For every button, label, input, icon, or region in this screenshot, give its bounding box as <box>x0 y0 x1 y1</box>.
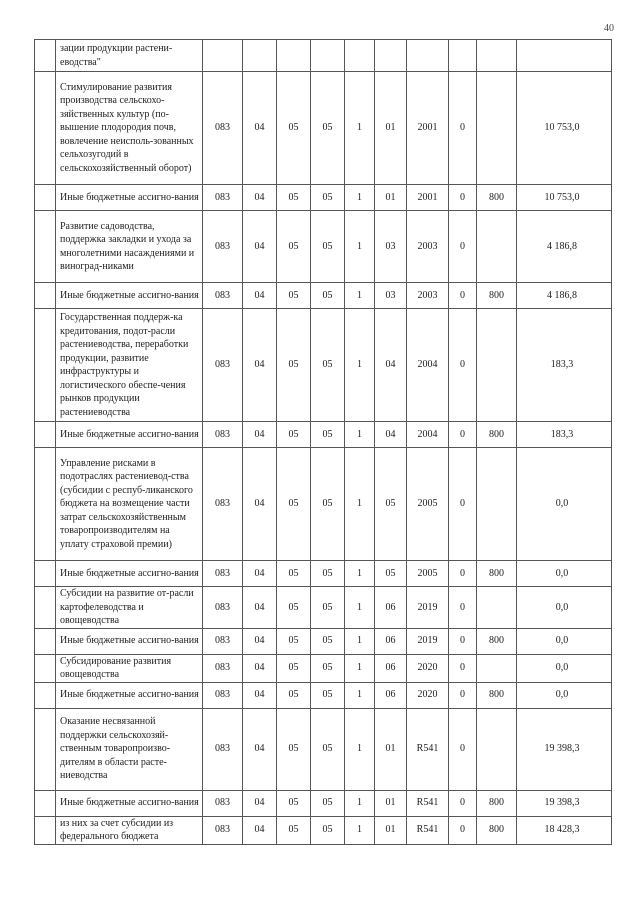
code-cell: 01 <box>375 816 407 844</box>
code-cell: 05 <box>277 422 311 448</box>
code-cell: 083 <box>203 708 243 790</box>
code-cell: 05 <box>277 682 311 708</box>
row-name-cell: Иные бюджетные ассигно-вания <box>56 682 203 708</box>
code-cell: 0 <box>449 283 477 309</box>
code-cell: 2004 <box>407 422 449 448</box>
code-cell: 05 <box>277 587 311 629</box>
code-cell: 05 <box>311 790 345 816</box>
code-cell: 05 <box>311 211 345 283</box>
code-cell <box>477 309 517 422</box>
code-cell: 083 <box>203 682 243 708</box>
code-cell: 2004 <box>407 309 449 422</box>
amount-cell: 19 398,3 <box>517 790 612 816</box>
code-cell: 04 <box>243 682 277 708</box>
code-cell: 05 <box>277 309 311 422</box>
code-cell: 04 <box>243 422 277 448</box>
row-name-cell: Стимулирование развития производства сельскохо-зяйственных культур (по-вышение плодородия почв, вовлечение неисполь-зованных сельхозугодий в сельскохозяйственный оборот) <box>56 72 203 185</box>
code-cell: 01 <box>375 72 407 185</box>
row-name-cell: Оказание несвязанной поддержки сельскохозяй-ственным товаропроизво-дителям в области расте-ниеводства <box>56 708 203 790</box>
amount-cell: 0,0 <box>517 628 612 654</box>
code-cell: 05 <box>311 654 345 682</box>
code-cell: 800 <box>477 790 517 816</box>
code-cell <box>375 40 407 72</box>
code-cell <box>449 40 477 72</box>
row-index-cell <box>35 587 56 629</box>
budget-table-body <box>35 40 612 845</box>
row-name-cell: Иные бюджетные ассигно-вания <box>56 185 203 211</box>
code-cell: 05 <box>311 283 345 309</box>
row-name-cell: Государственная поддерж-ка кредитования, подот-расли растениеводства, переработки продукции, развитие инфраструктуры и логистического обеспе-чения рынков продукции растениеводства <box>56 309 203 422</box>
row-index-cell <box>35 185 56 211</box>
code-cell: 0 <box>449 682 477 708</box>
amount-cell: 4 186,8 <box>517 211 612 283</box>
table-row <box>35 422 612 448</box>
code-cell: 083 <box>203 628 243 654</box>
code-cell: R541 <box>407 790 449 816</box>
code-cell: 03 <box>375 283 407 309</box>
code-cell: 800 <box>477 185 517 211</box>
code-cell: 083 <box>203 654 243 682</box>
amount-cell: 10 753,0 <box>517 72 612 185</box>
code-cell: 01 <box>375 185 407 211</box>
row-index-cell <box>35 309 56 422</box>
page-number: 40 <box>604 23 614 34</box>
amount-cell: 19 398,3 <box>517 708 612 790</box>
code-cell: 1 <box>345 628 375 654</box>
code-cell: 04 <box>243 448 277 561</box>
row-index-cell <box>35 72 56 185</box>
amount-cell: 18 428,3 <box>517 816 612 844</box>
row-name-cell: Иные бюджетные ассигно-вания <box>56 422 203 448</box>
code-cell: 1 <box>345 682 375 708</box>
code-cell: 2020 <box>407 654 449 682</box>
table-row <box>35 185 612 211</box>
code-cell: 0 <box>449 211 477 283</box>
code-cell <box>477 654 517 682</box>
table-row <box>35 448 612 561</box>
code-cell: 0 <box>449 790 477 816</box>
row-name-cell: Иные бюджетные ассигно-вания <box>56 790 203 816</box>
row-name-cell: Иные бюджетные ассигно-вания <box>56 283 203 309</box>
code-cell: 0 <box>449 72 477 185</box>
table-row <box>35 40 612 72</box>
code-cell: 800 <box>477 422 517 448</box>
code-cell: 05 <box>311 708 345 790</box>
code-cell <box>243 40 277 72</box>
code-cell: 2019 <box>407 587 449 629</box>
code-cell: 0 <box>449 448 477 561</box>
row-name-cell: Развитие садоводства, поддержка закладки и ухода за многолетними насаждениями и виноград-никами <box>56 211 203 283</box>
code-cell: 04 <box>243 708 277 790</box>
code-cell: 04 <box>375 309 407 422</box>
code-cell: 800 <box>477 816 517 844</box>
row-name-cell: зации продукции растени- еводства" <box>56 40 203 72</box>
code-cell: 083 <box>203 72 243 185</box>
table-row <box>35 708 612 790</box>
code-cell <box>477 211 517 283</box>
code-cell: 04 <box>243 587 277 629</box>
code-cell: 06 <box>375 682 407 708</box>
code-cell: 05 <box>311 587 345 629</box>
amount-cell <box>517 40 612 72</box>
code-cell: 1 <box>345 561 375 587</box>
code-cell <box>345 40 375 72</box>
row-index-cell <box>35 708 56 790</box>
code-cell: R541 <box>407 816 449 844</box>
code-cell: 05 <box>311 816 345 844</box>
code-cell: 083 <box>203 561 243 587</box>
code-cell: 04 <box>243 283 277 309</box>
code-cell <box>477 448 517 561</box>
code-cell: 05 <box>277 283 311 309</box>
code-cell: 03 <box>375 211 407 283</box>
table-row <box>35 211 612 283</box>
code-cell: 083 <box>203 816 243 844</box>
code-cell: 0 <box>449 561 477 587</box>
code-cell: 05 <box>311 72 345 185</box>
code-cell: 01 <box>375 708 407 790</box>
code-cell <box>477 587 517 629</box>
code-cell: 04 <box>243 790 277 816</box>
code-cell: 1 <box>345 422 375 448</box>
code-cell: 06 <box>375 654 407 682</box>
code-cell: 04 <box>375 422 407 448</box>
code-cell: 05 <box>277 448 311 561</box>
code-cell: 05 <box>277 561 311 587</box>
table-row <box>35 790 612 816</box>
code-cell: 05 <box>311 628 345 654</box>
code-cell: 1 <box>345 587 375 629</box>
table-row <box>35 561 612 587</box>
row-name-cell: Иные бюджетные ассигно-вания <box>56 628 203 654</box>
table-row <box>35 309 612 422</box>
code-cell: 06 <box>375 628 407 654</box>
table-row <box>35 72 612 185</box>
row-name-cell: Иные бюджетные ассигно-вания <box>56 561 203 587</box>
code-cell: 0 <box>449 816 477 844</box>
code-cell <box>477 708 517 790</box>
code-cell <box>311 40 345 72</box>
code-cell: 2005 <box>407 448 449 561</box>
row-name-cell: Субсидирование развития овощеводства <box>56 654 203 682</box>
code-cell <box>477 72 517 185</box>
code-cell: 05 <box>277 72 311 185</box>
code-cell: 1 <box>345 790 375 816</box>
code-cell: 1 <box>345 72 375 185</box>
amount-cell: 183,3 <box>517 309 612 422</box>
amount-cell: 183,3 <box>517 422 612 448</box>
code-cell: 05 <box>375 448 407 561</box>
code-cell: 083 <box>203 211 243 283</box>
code-cell <box>477 40 517 72</box>
code-cell: 05 <box>277 654 311 682</box>
code-cell: 1 <box>345 283 375 309</box>
code-cell: 04 <box>243 628 277 654</box>
code-cell: 2019 <box>407 628 449 654</box>
code-cell: 04 <box>243 561 277 587</box>
code-cell: 0 <box>449 422 477 448</box>
table-row <box>35 682 612 708</box>
code-cell: 04 <box>243 185 277 211</box>
row-index-cell <box>35 422 56 448</box>
code-cell: 05 <box>375 561 407 587</box>
row-index-cell <box>35 816 56 844</box>
code-cell: 2005 <box>407 561 449 587</box>
code-cell: 0 <box>449 654 477 682</box>
code-cell: 083 <box>203 448 243 561</box>
code-cell: 05 <box>311 422 345 448</box>
code-cell: 04 <box>243 654 277 682</box>
amount-cell: 0,0 <box>517 561 612 587</box>
row-name-cell: из них за счет субсидии из федерального бюджета <box>56 816 203 844</box>
code-cell: 05 <box>277 185 311 211</box>
row-index-cell <box>35 682 56 708</box>
code-cell: 0 <box>449 628 477 654</box>
code-cell: 04 <box>243 309 277 422</box>
code-cell: 1 <box>345 708 375 790</box>
code-cell: 0 <box>449 309 477 422</box>
row-index-cell <box>35 211 56 283</box>
amount-cell: 0,0 <box>517 448 612 561</box>
table-row <box>35 283 612 309</box>
code-cell: 0 <box>449 587 477 629</box>
code-cell: 0 <box>449 185 477 211</box>
table-row <box>35 654 612 682</box>
code-cell: 05 <box>311 309 345 422</box>
row-name-cell: Субсидии на развитие от-расли картофелеводства и овощеводства <box>56 587 203 629</box>
code-cell: 05 <box>277 628 311 654</box>
code-cell <box>277 40 311 72</box>
code-cell <box>407 40 449 72</box>
row-index-cell <box>35 283 56 309</box>
code-cell: 05 <box>311 561 345 587</box>
code-cell: 05 <box>277 708 311 790</box>
code-cell: 800 <box>477 628 517 654</box>
row-index-cell <box>35 654 56 682</box>
code-cell: 04 <box>243 211 277 283</box>
code-cell: 1 <box>345 654 375 682</box>
code-cell: 1 <box>345 816 375 844</box>
code-cell: 05 <box>311 185 345 211</box>
amount-cell: 10 753,0 <box>517 185 612 211</box>
code-cell: 083 <box>203 185 243 211</box>
code-cell: 05 <box>277 211 311 283</box>
table-row <box>35 587 612 629</box>
code-cell: 06 <box>375 587 407 629</box>
code-cell: 1 <box>345 309 375 422</box>
code-cell: 1 <box>345 448 375 561</box>
row-index-cell <box>35 561 56 587</box>
code-cell: 083 <box>203 309 243 422</box>
code-cell: 800 <box>477 283 517 309</box>
code-cell: 2020 <box>407 682 449 708</box>
code-cell: 083 <box>203 283 243 309</box>
row-name-cell: Управление рисками в подотраслях растениевод-ства (субсидии с респуб-ликанского бюджета на возмещение части затрат сельскохозяйственным товаропроизводителям на уплату страховой премии) <box>56 448 203 561</box>
code-cell: 1 <box>345 185 375 211</box>
code-cell: 800 <box>477 561 517 587</box>
code-cell <box>203 40 243 72</box>
amount-cell: 4 186,8 <box>517 283 612 309</box>
code-cell: 04 <box>243 816 277 844</box>
code-cell: 2003 <box>407 283 449 309</box>
table-row <box>35 628 612 654</box>
code-cell: R541 <box>407 708 449 790</box>
code-cell: 1 <box>345 211 375 283</box>
code-cell: 083 <box>203 422 243 448</box>
code-cell: 05 <box>277 816 311 844</box>
code-cell: 800 <box>477 682 517 708</box>
code-cell: 04 <box>243 72 277 185</box>
budget-table <box>34 39 612 845</box>
row-index-cell <box>35 40 56 72</box>
code-cell: 2001 <box>407 185 449 211</box>
code-cell: 083 <box>203 587 243 629</box>
row-index-cell <box>35 628 56 654</box>
code-cell: 0 <box>449 708 477 790</box>
code-cell: 05 <box>311 682 345 708</box>
code-cell: 083 <box>203 790 243 816</box>
row-index-cell <box>35 790 56 816</box>
code-cell: 05 <box>277 790 311 816</box>
code-cell: 01 <box>375 790 407 816</box>
code-cell: 05 <box>311 448 345 561</box>
amount-cell: 0,0 <box>517 587 612 629</box>
row-index-cell <box>35 448 56 561</box>
code-cell: 2003 <box>407 211 449 283</box>
amount-cell: 0,0 <box>517 654 612 682</box>
table-row <box>35 816 612 844</box>
amount-cell: 0,0 <box>517 682 612 708</box>
code-cell: 2001 <box>407 72 449 185</box>
